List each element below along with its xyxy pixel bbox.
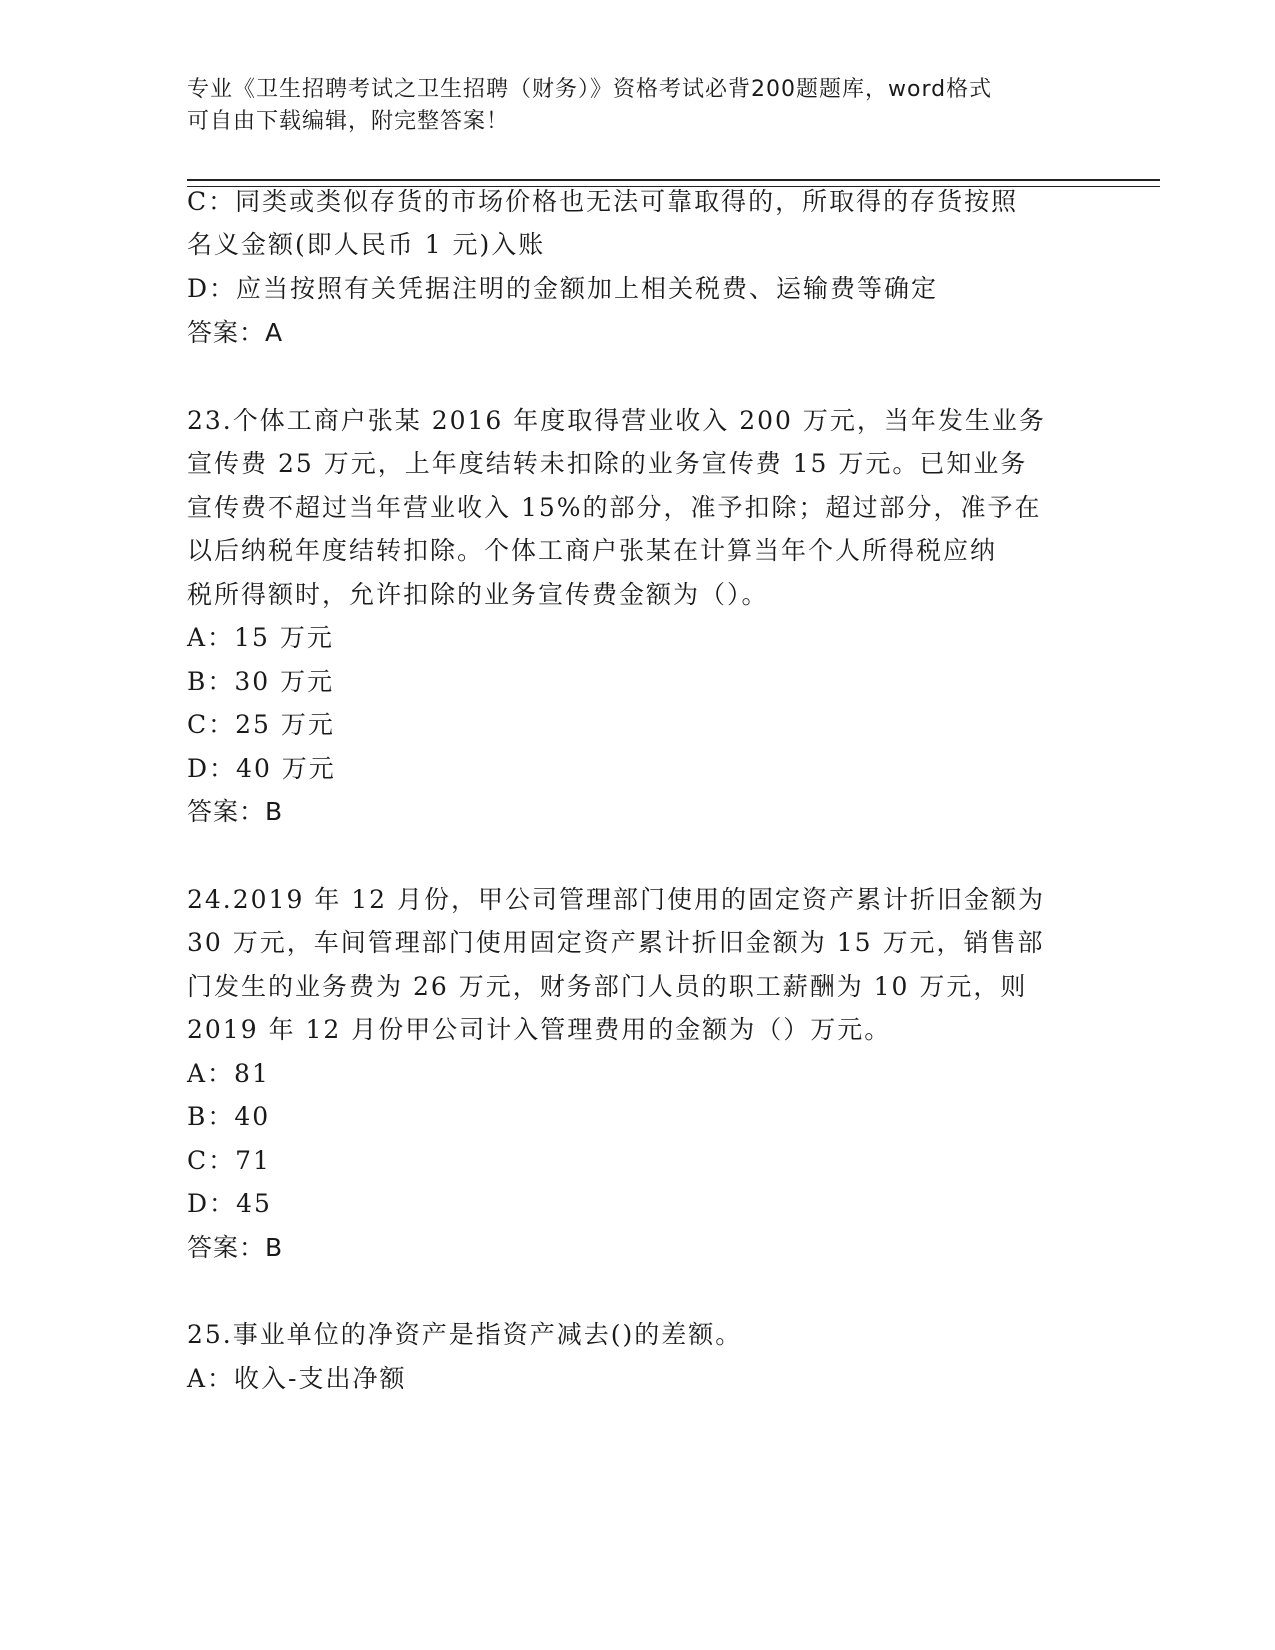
q22-option-c-line-1: C：同类或类似存货的市场价格也无法可靠取得的，所取得的存货按照 [187,187,1019,216]
q23-option-c: C：25 万元 [187,710,335,739]
q24-option-d: D：45 [187,1189,272,1218]
q24-answer: 答案：B [187,1233,284,1262]
q23-option-b: B：30 万元 [187,667,335,696]
header-divider-thick [187,179,1160,181]
document-header [187,74,1087,138]
q24-stem-line-1: 24.2019 年 12 月份，甲公司管理部门使用的固定资产累计折旧金额为 [187,885,1046,914]
q24-stem-line-3: 门发生的业务费为 26 万元，财务部门人员的职工薪酬为 10 万元，则 [187,972,1028,1001]
q22-option-c-line-2: 名义金额(即人民币 1 元)入账 [187,230,546,259]
q24-stem-line-2: 30 万元，车间管理部门使用固定资产累计折旧金额为 15 万元，销售部 [187,928,1045,957]
q23-stem-line-1: 23.个体工商户张某 2016 年度取得营业收入 200 万元，当年发生业务 [187,406,1046,435]
q22-option-d: D：应当按照有关凭据注明的金额加上相关税费、运输费等确定 [187,274,939,303]
q23-stem-line-3: 宣传费不超过当年营业收入 15%的部分，准予扣除；超过部分，准予在 [187,493,1042,522]
header-title-line-1: 专业《卫生招聘考试之卫生招聘（财务）》资格考试必背200题题库，word格式 [187,77,993,102]
q23-answer: 答案：B [187,797,284,826]
q23-stem-line-5: 税所得额时，允许扣除的业务宣传费金额为（）。 [187,580,769,609]
q25-stem-line-1: 25.事业单位的净资产是指资产减去()的差额。 [187,1320,743,1349]
q23-option-a: A：15 万元 [187,623,334,652]
q24-stem-line-4: 2019 年 12 月份甲公司计入管理费用的金额为（）万元。 [187,1015,892,1044]
q24-option-b: B：40 [187,1102,271,1131]
q23-option-d: D：40 万元 [187,754,336,783]
header-title-line-2: 可自由下载编辑，附完整答案！ [187,109,510,134]
q24-option-c: C：71 [187,1146,271,1175]
q25-option-a: A：收入-支出净额 [187,1364,407,1393]
q23-stem-line-2: 宣传费 25 万元，上年度结转未扣除的业务宣传费 15 万元。已知业务 [187,449,1028,478]
q23-stem-line-4: 以后纳税年度结转扣除。个体工商户张某在计算当年个人所得税应纳 [187,536,998,565]
q24-option-a: A：81 [187,1059,270,1088]
q22-answer: 答案：A [187,318,284,347]
